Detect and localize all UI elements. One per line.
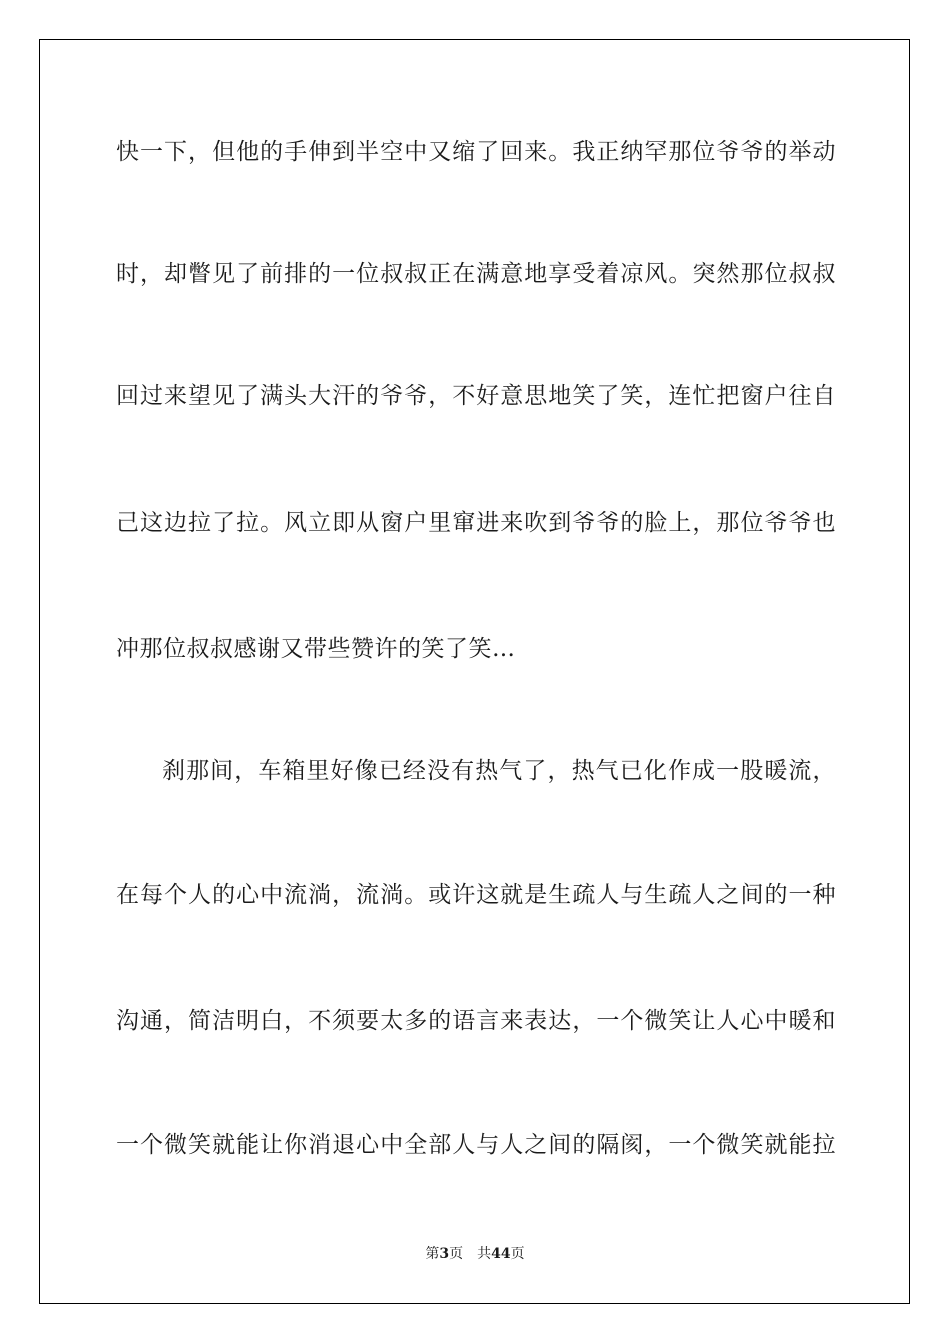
text-line: 冲那位叔叔感谢又带些赞许的笑了笑… [116, 636, 516, 662]
page-prefix: 第 [425, 1246, 440, 1262]
total-suffix: 页 [510, 1246, 525, 1262]
page-footer [0, 1244, 950, 1264]
text-line: 回过来望见了满头大汗的爷爷，不好意思地笑了笑，连忙把窗户往自 [116, 383, 836, 409]
total-prefix: 共 [477, 1246, 492, 1262]
page-border [39, 39, 910, 1304]
total-pages: 44 [491, 1246, 511, 1262]
text-line: 沟通，简洁明白，不须要太多的语言来表达，一个微笑让人心中暖和 [116, 1008, 836, 1034]
text-line: 一个微笑就能让你消退心中全部人与人之间的隔阂，一个微笑就能拉 [116, 1132, 836, 1158]
page-number: 3 [439, 1246, 450, 1262]
text-line: 快一下，但他的手伸到半空中又缩了回来。我正纳罕那位爷爷的举动 [116, 139, 836, 165]
page-suffix: 页 [449, 1246, 464, 1262]
text-line: 在每个人的心中流淌，流淌。或许这就是生疏人与生疏人之间的一种 [116, 882, 836, 908]
text-line: 己这边拉了拉。风立即从窗户里窜进来吹到爷爷的脸上，那位爷爷也 [116, 510, 836, 536]
paragraph-first-line: 刹那间，车箱里好像已经没有热气了，热气已化作成一股暖流， [162, 758, 836, 784]
text-line: 时，却瞥见了前排的一位叔叔正在满意地享受着凉风。突然那位叔叔 [116, 261, 836, 287]
